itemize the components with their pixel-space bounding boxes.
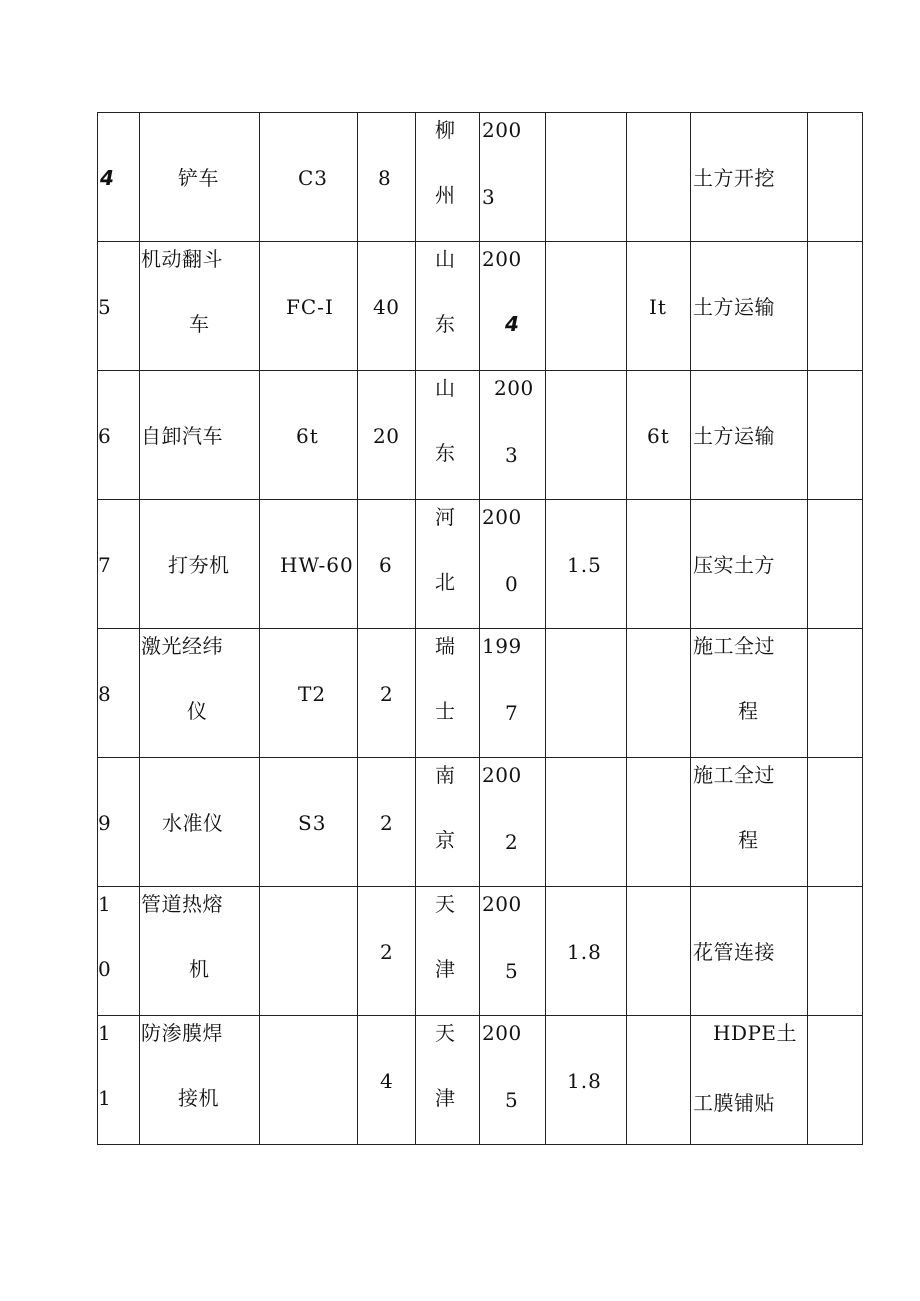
cell-capacity bbox=[627, 758, 691, 887]
cell-name bbox=[140, 371, 260, 500]
equipment-qty: 4 bbox=[380, 1069, 394, 1093]
equipment-use: 土方开挖 bbox=[693, 166, 775, 190]
cell-name bbox=[140, 500, 260, 629]
equipment-capacity: 6t bbox=[647, 424, 670, 448]
cell-power bbox=[546, 242, 627, 371]
row-number-line-2: 0 bbox=[98, 957, 112, 981]
year-line-1: 199 bbox=[482, 634, 522, 658]
cell-no bbox=[98, 1016, 140, 1145]
equipment-model: T2 bbox=[298, 682, 327, 706]
cell-remark bbox=[808, 371, 863, 500]
cell-capacity bbox=[627, 629, 691, 758]
cell-use bbox=[691, 242, 808, 371]
cell-remark bbox=[808, 758, 863, 887]
cell-power bbox=[546, 1016, 627, 1145]
year-line-1: 200 bbox=[482, 892, 522, 916]
cell-name bbox=[140, 242, 260, 371]
cell-capacity bbox=[627, 500, 691, 629]
equipment-qty: 6 bbox=[379, 553, 393, 577]
cell-power bbox=[546, 500, 627, 629]
row-number-line-1: 1 bbox=[98, 1021, 112, 1045]
equipment-name-line-2: 机 bbox=[189, 957, 210, 981]
equipment-model: C3 bbox=[298, 166, 329, 190]
table-row bbox=[98, 1016, 863, 1145]
equipment-use-line-2: 程 bbox=[738, 828, 759, 852]
equipment-qty: 2 bbox=[380, 940, 394, 964]
cell-qty bbox=[358, 500, 416, 629]
cell-name bbox=[140, 113, 260, 242]
year-line-2: 5 bbox=[505, 959, 519, 983]
equipment-name: 水准仪 bbox=[162, 811, 224, 835]
cell-remark bbox=[808, 629, 863, 758]
origin-line-1: 南 bbox=[435, 763, 456, 787]
cell-no bbox=[98, 242, 140, 371]
equipment-model: 6t bbox=[296, 424, 319, 448]
equipment-name: 自卸汽车 bbox=[141, 424, 223, 448]
row-number: 7 bbox=[98, 553, 112, 577]
cell-use bbox=[691, 887, 808, 1016]
equipment-power: 1.8 bbox=[567, 940, 602, 964]
cell-use bbox=[691, 629, 808, 758]
cell-no bbox=[98, 887, 140, 1016]
cell-capacity bbox=[627, 1016, 691, 1145]
cell-use bbox=[691, 758, 808, 887]
origin-line-2: 津 bbox=[435, 1086, 456, 1110]
cell-year bbox=[480, 500, 546, 629]
cell-power bbox=[546, 113, 627, 242]
year-line-2: 2 bbox=[505, 830, 519, 854]
row-number: 8 bbox=[98, 682, 112, 706]
cell-year bbox=[480, 629, 546, 758]
equipment-use: 土方运输 bbox=[693, 295, 775, 319]
cell-year bbox=[480, 113, 546, 242]
cell-qty bbox=[358, 1016, 416, 1145]
cell-name bbox=[140, 1016, 260, 1145]
cell-year bbox=[480, 887, 546, 1016]
cell-remark bbox=[808, 500, 863, 629]
origin-line-2: 士 bbox=[435, 699, 456, 723]
cell-origin bbox=[416, 629, 480, 758]
origin-line-1: 山 bbox=[435, 376, 456, 400]
table-row bbox=[98, 629, 863, 758]
table-row bbox=[98, 887, 863, 1016]
year-line-2: 4 bbox=[505, 312, 520, 336]
cell-name bbox=[140, 887, 260, 1016]
year-line-2: 3 bbox=[482, 185, 496, 209]
cell-capacity bbox=[627, 242, 691, 371]
origin-line-2: 京 bbox=[435, 828, 456, 852]
cell-origin bbox=[416, 1016, 480, 1145]
cell-remark bbox=[808, 1016, 863, 1145]
origin-line-1: 瑞 bbox=[435, 634, 456, 658]
origin-line-1: 山 bbox=[435, 247, 456, 271]
year-line-1: 200 bbox=[482, 247, 522, 271]
cell-capacity bbox=[627, 887, 691, 1016]
equipment-qty: 2 bbox=[380, 811, 394, 835]
cell-year bbox=[480, 242, 546, 371]
row-number: 5 bbox=[98, 295, 112, 319]
equipment-table bbox=[97, 112, 863, 1145]
equipment-use-line-1: 施工全过 bbox=[693, 634, 775, 658]
equipment-model: S3 bbox=[298, 811, 327, 835]
cell-model bbox=[260, 113, 358, 242]
year-line-2: 5 bbox=[505, 1088, 519, 1112]
row-number-line-2: 1 bbox=[98, 1086, 112, 1110]
table-row bbox=[98, 500, 863, 629]
cell-name bbox=[140, 629, 260, 758]
cell-no bbox=[98, 113, 140, 242]
year-line-1: 200 bbox=[494, 376, 534, 400]
year-line-2: 7 bbox=[505, 701, 519, 725]
cell-capacity bbox=[627, 371, 691, 500]
cell-model bbox=[260, 887, 358, 1016]
cell-model bbox=[260, 1016, 358, 1145]
cell-qty bbox=[358, 887, 416, 1016]
cell-remark bbox=[808, 887, 863, 1016]
cell-qty bbox=[358, 758, 416, 887]
equipment-power: 1.5 bbox=[567, 553, 602, 577]
cell-no bbox=[98, 758, 140, 887]
equipment-name-line-1: 防渗膜焊 bbox=[141, 1021, 223, 1045]
cell-model bbox=[260, 242, 358, 371]
row-number: 6 bbox=[98, 424, 112, 448]
row-number: 9 bbox=[98, 811, 112, 835]
cell-origin bbox=[416, 113, 480, 242]
origin-line-2: 北 bbox=[435, 570, 456, 594]
cell-remark bbox=[808, 113, 863, 242]
equipment-model: FC-I bbox=[286, 295, 334, 319]
cell-name bbox=[140, 758, 260, 887]
cell-capacity bbox=[627, 113, 691, 242]
equipment-model: HW-60 bbox=[280, 553, 354, 577]
cell-year bbox=[480, 1016, 546, 1145]
equipment-name-line-1: 激光经纬 bbox=[141, 634, 223, 658]
cell-power bbox=[546, 887, 627, 1016]
equipment-name-line-1: 管道热熔 bbox=[141, 892, 223, 916]
cell-no bbox=[98, 371, 140, 500]
origin-line-1: 柳 bbox=[435, 118, 456, 142]
equipment-use: 土方运输 bbox=[693, 424, 775, 448]
year-line-1: 200 bbox=[482, 118, 522, 142]
cell-power bbox=[546, 758, 627, 887]
cell-year bbox=[480, 758, 546, 887]
cell-remark bbox=[808, 242, 863, 371]
cell-origin bbox=[416, 500, 480, 629]
origin-line-2: 东 bbox=[435, 312, 456, 336]
equipment-qty: 2 bbox=[380, 682, 394, 706]
equipment-use-line-1: HDPE土 bbox=[713, 1021, 798, 1045]
cell-use bbox=[691, 371, 808, 500]
cell-model bbox=[260, 500, 358, 629]
cell-qty bbox=[358, 371, 416, 500]
cell-origin bbox=[416, 242, 480, 371]
cell-origin bbox=[416, 887, 480, 1016]
row-number: 4 bbox=[100, 166, 115, 190]
cell-no bbox=[98, 500, 140, 629]
table-row bbox=[98, 242, 863, 371]
row-number-line-1: 1 bbox=[98, 892, 112, 916]
cell-no bbox=[98, 629, 140, 758]
origin-line-2: 州 bbox=[435, 183, 456, 207]
equipment-power: 1.8 bbox=[567, 1069, 602, 1093]
year-line-1: 200 bbox=[482, 505, 522, 529]
origin-line-1: 河 bbox=[435, 505, 456, 529]
equipment-qty: 20 bbox=[373, 424, 400, 448]
equipment-use: 压实土方 bbox=[693, 553, 775, 577]
equipment-name-line-1: 机动翻斗 bbox=[141, 247, 223, 271]
cell-origin bbox=[416, 371, 480, 500]
cell-qty bbox=[358, 242, 416, 371]
equipment-qty: 40 bbox=[373, 295, 400, 319]
origin-line-1: 天 bbox=[435, 892, 456, 916]
equipment-use-line-1: 施工全过 bbox=[693, 763, 775, 787]
cell-use bbox=[691, 1016, 808, 1145]
equipment-use: 花管连接 bbox=[693, 940, 775, 964]
equipment-name: 打夯机 bbox=[168, 553, 230, 577]
cell-power bbox=[546, 629, 627, 758]
cell-year bbox=[480, 371, 546, 500]
equipment-name-line-2: 接机 bbox=[178, 1086, 219, 1110]
year-line-1: 200 bbox=[482, 1021, 522, 1045]
cell-model bbox=[260, 371, 358, 500]
cell-qty bbox=[358, 113, 416, 242]
cell-origin bbox=[416, 758, 480, 887]
origin-line-2: 东 bbox=[435, 441, 456, 465]
table-row bbox=[98, 371, 863, 500]
cell-use bbox=[691, 500, 808, 629]
equipment-qty: 8 bbox=[378, 166, 392, 190]
cell-qty bbox=[358, 629, 416, 758]
table-row bbox=[98, 113, 863, 242]
equipment-name-line-2: 车 bbox=[189, 312, 210, 336]
equipment-name: 铲车 bbox=[178, 166, 219, 190]
origin-line-1: 天 bbox=[435, 1021, 456, 1045]
cell-power bbox=[546, 371, 627, 500]
year-line-2: 0 bbox=[505, 572, 519, 596]
cell-model bbox=[260, 758, 358, 887]
cell-use bbox=[691, 113, 808, 242]
table-row bbox=[98, 758, 863, 887]
equipment-name-line-2: 仪 bbox=[187, 699, 208, 723]
equipment-use-line-2: 工膜铺贴 bbox=[693, 1091, 775, 1115]
year-line-1: 200 bbox=[482, 763, 522, 787]
equipment-capacity: It bbox=[649, 295, 667, 319]
cell-model bbox=[260, 629, 358, 758]
origin-line-2: 津 bbox=[435, 957, 456, 981]
year-line-2: 3 bbox=[505, 443, 519, 467]
equipment-use-line-2: 程 bbox=[738, 699, 759, 723]
